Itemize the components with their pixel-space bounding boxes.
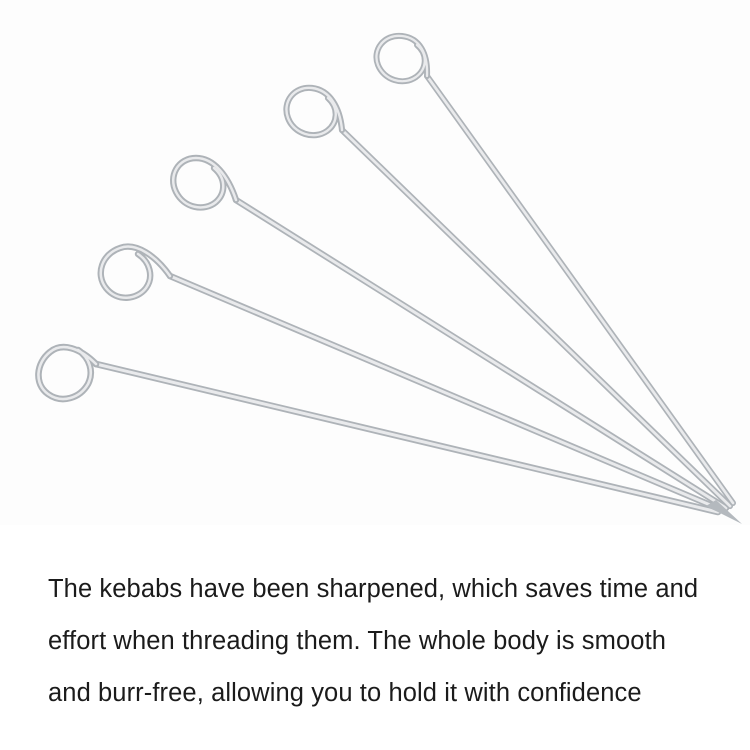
skewer-5 xyxy=(376,36,733,503)
caption-block xyxy=(0,525,750,750)
skewer-1 xyxy=(38,347,718,512)
product-description-text: The kebabs have been sharpened, which saves time and effort when threading them. The whole body is smooth and burr-free, allowing you to hold it with confidence xyxy=(48,574,699,707)
skewer-4 xyxy=(286,88,730,506)
skewer-2 xyxy=(101,247,722,510)
skewer-3 xyxy=(173,158,726,508)
